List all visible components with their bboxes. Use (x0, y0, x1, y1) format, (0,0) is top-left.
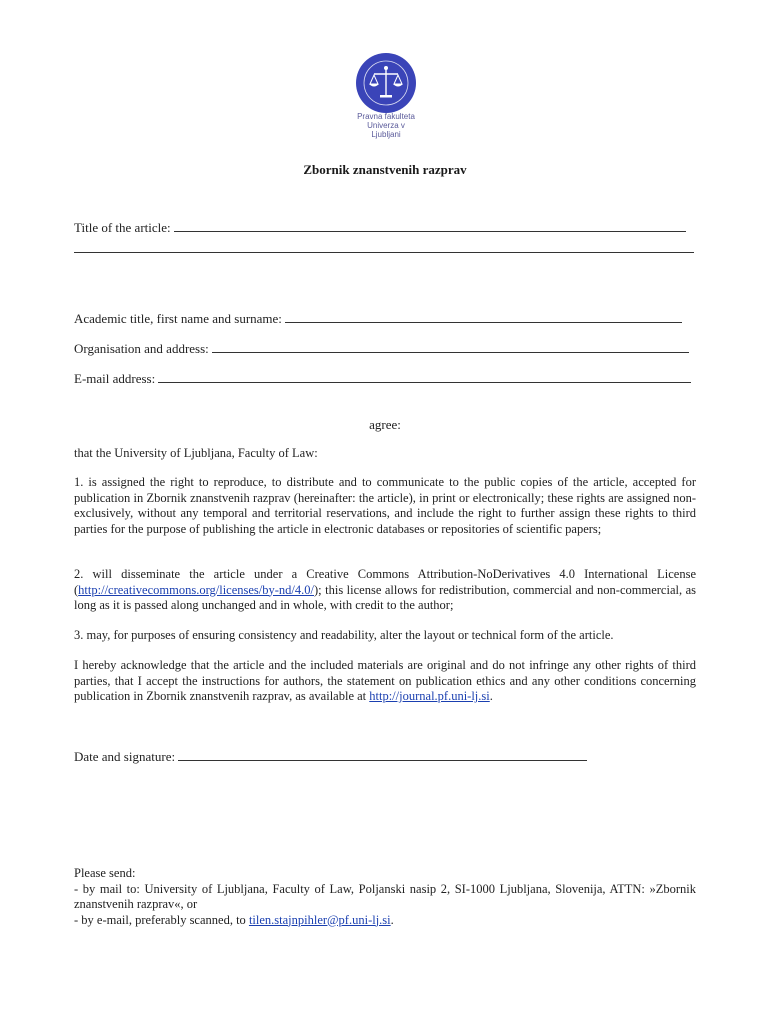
send-email-prefix: - by e-mail, preferably scanned, to (74, 912, 249, 927)
logo-line-2: Univerza v Ljubljani (367, 121, 405, 139)
contact-email-link[interactable]: tilen.stajnpihler@pf.uni-lj.si (248, 912, 391, 927)
journal-title: Zbornik znanstvenih razprav (303, 162, 467, 177)
author-name-field[interactable] (74, 311, 682, 327)
author-name-label: Academic title, first name and surname: (74, 311, 282, 326)
email-label: E-mail address: (74, 371, 156, 386)
acknowledgement-end: . (489, 689, 493, 703)
date-signature-field[interactable] (74, 749, 587, 765)
clause-3: 3. may, for purposes of ensuring consistency and readability, alter the layout or technical form of the article. (74, 628, 614, 642)
date-signature-label: Date and signature: (74, 749, 176, 764)
journal-website-link[interactable]: http://journal.pf.uni-lj.si (369, 689, 490, 703)
email-input-line[interactable] (158, 372, 691, 383)
article-title-label: Title of the article: (74, 220, 171, 235)
creative-commons-link[interactable]: http://creativecommons.org/licenses/by-nd/4.0/ (78, 582, 315, 597)
article-title-field[interactable] (74, 220, 686, 236)
date-signature-input-line[interactable] (178, 750, 587, 761)
send-email-end: . (390, 912, 394, 927)
organisation-label: Organisation and address: (74, 341, 209, 356)
send-instructions (74, 866, 696, 928)
acknowledgement-text: I hereby acknowledge that the article and the included materials are original and do not infringe any other rights of third parties, that I accept the instructions for authors, the statement on publication ethics and any other conditions concerning publication in Zbornik znanstvenih razprav, as available at (74, 658, 696, 703)
clause-2-text-before: 2. will disseminate the article under a Creative Commons Attribution-NoDerivatives 4.0 International License ( (74, 567, 696, 597)
clause-2-text-after: ); this license allows for redistribution, commercial and non-commercial, as long as it is passed along unchanged and in whole, with credit to the author; (74, 582, 696, 612)
article-title-continuation-line[interactable] (74, 252, 694, 253)
send-heading: Please send: (74, 866, 136, 880)
organisation-field[interactable] (74, 341, 689, 357)
agree-heading: agree: (369, 417, 401, 432)
author-name-input-line[interactable] (285, 312, 682, 323)
organisation-input-line[interactable] (212, 342, 689, 353)
clause-1: 1. is assigned the right to reproduce, to distribute and to communicate to the public copies of the article, accepted for publication in Zbornik znanstvenih razprav (hereinafter: the article), in print or electronically; these rights are assigned non-exclusively, without any temporal and territorial reservations, and include the right to further assign these rights to third parties for the purpose of publishing the article in electronic databases or repositories of scientific papers; (74, 475, 696, 536)
article-title-input-line[interactable] (174, 221, 686, 232)
clause-2 (74, 567, 696, 614)
logo-line-1: Pravna fakulteta (357, 112, 415, 121)
scales-seal-icon (355, 52, 417, 114)
faculty-logo (353, 52, 419, 139)
send-by-email (74, 913, 696, 929)
acknowledgement-paragraph (74, 658, 696, 705)
intro-text: that the University of Ljubljana, Faculty of Law: (74, 446, 318, 460)
send-by-mail: - by mail to: University of Ljubljana, Faculty of Law, Poljanski nasip 2, SI-1000 Ljubljana, Slovenija, ATTN: »Zbornik znanstvenih razprav«, or (74, 881, 696, 911)
email-field[interactable] (74, 371, 691, 387)
